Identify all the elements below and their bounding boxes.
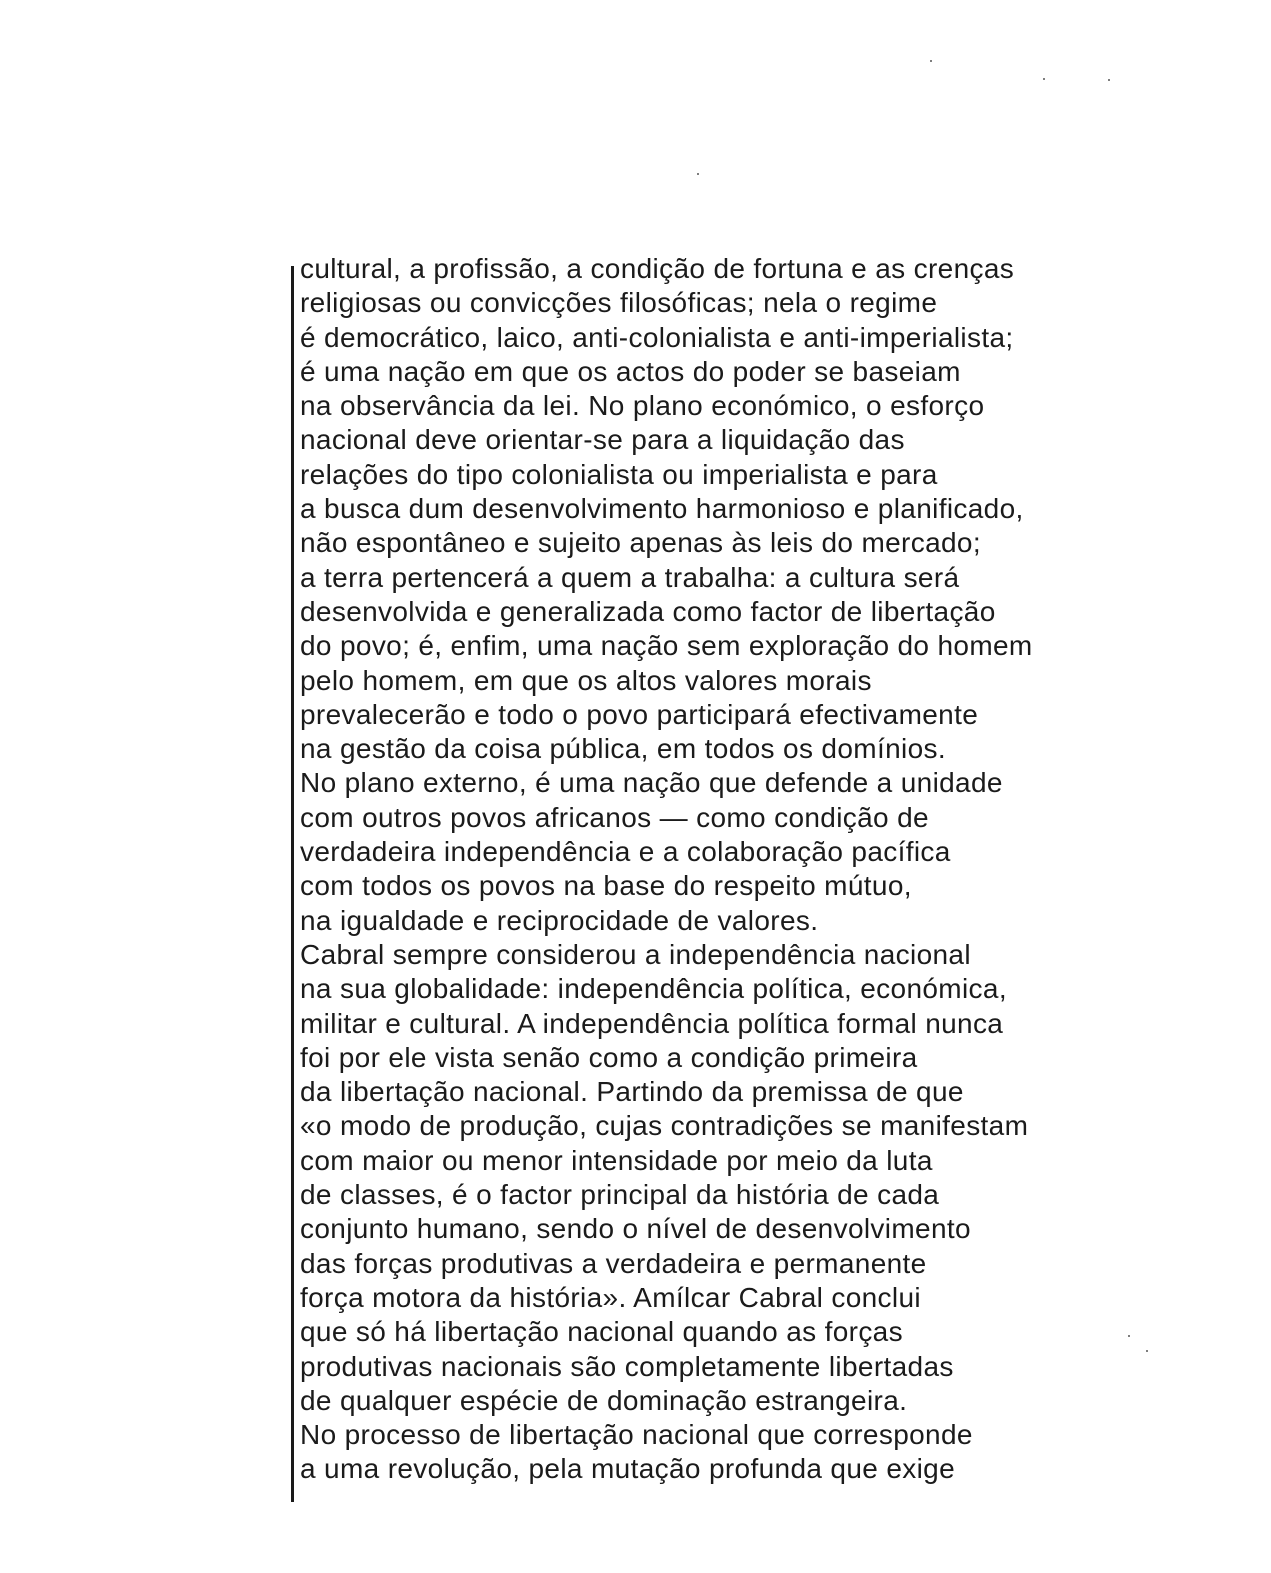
text-line: que só há libertação nacional quando as forças <box>300 1316 903 1348</box>
text-line: No processo de libertação nacional que corresponde <box>300 1419 973 1451</box>
scan-speck <box>1108 79 1110 81</box>
text-line: das forças produtivas a verdadeira e permanente <box>300 1247 927 1279</box>
text-line: a busca dum desenvolvimento harmonioso e planificado, <box>300 493 1024 525</box>
text-line: com maior ou menor intensidade por meio da luta <box>300 1144 933 1176</box>
body-text <box>300 252 1200 1487</box>
text-line: na observância da lei. No plano económico, o esforço <box>300 390 985 422</box>
text-line: de classes, é o factor principal da história de cada <box>300 1179 940 1211</box>
text-line: relações do tipo colonialista ou imperialista e para <box>300 458 938 490</box>
text-line: religiosas ou convicções filosóficas; nela o regime <box>300 287 938 319</box>
scan-speck <box>1043 78 1045 80</box>
text-line: com outros povos africanos — como condição de <box>300 801 929 833</box>
text-line: conjunto humano, sendo o nível de desenvolvimento <box>300 1213 971 1245</box>
text-line: é democrático, laico, anti-colonialista e anti-imperialista; <box>300 321 1014 353</box>
text-line: com todos os povos na base do respeito mútuo, <box>300 870 912 902</box>
text-line: na igualdade e reciprocidade de valores. <box>300 904 819 936</box>
text-line: a terra pertencerá a quem a trabalha: a cultura será <box>300 561 960 593</box>
text-line: na sua globalidade: independência política, económica, <box>300 973 1007 1005</box>
text-line: do povo; é, enfim, uma nação sem exploração do homem <box>300 630 1033 662</box>
text-line: é uma nação em que os actos do poder se baseiam <box>300 355 961 387</box>
text-line: «o modo de produção, cujas contradições se manifestam <box>300 1110 1029 1142</box>
text-line: de qualquer espécie de dominação estrangeira. <box>300 1384 908 1416</box>
text-line: desenvolvida e generalizada como factor de libertação <box>300 595 996 627</box>
text-line: nacional deve orientar-se para a liquidação das <box>300 424 905 456</box>
text-line: a uma revolução, pela mutação profunda que exige <box>300 1453 956 1485</box>
margin-rule <box>291 266 294 1502</box>
text-line: verdadeira independência e a colaboração pacífica <box>300 836 951 868</box>
text-line: prevalecerão e todo o povo participará efectivamente <box>300 698 979 730</box>
scan-speck <box>1128 1335 1130 1337</box>
text-line: Cabral sempre considerou a independência nacional <box>300 938 971 970</box>
scan-speck <box>1146 1350 1148 1352</box>
text-line: militar e cultural. A independência política formal nunca <box>300 1007 1004 1039</box>
text-line: cultural, a profissão, a condição de fortuna e as crenças <box>300 253 1015 284</box>
text-line: não espontâneo e sujeito apenas às leis do mercado; <box>300 527 981 559</box>
text-line: força motora da história». Amílcar Cabral conclui <box>300 1281 921 1313</box>
scan-speck <box>697 173 699 175</box>
scan-speck <box>930 60 932 62</box>
text-line: produtivas nacionais são completamente libertadas <box>300 1350 954 1382</box>
text-line: da libertação nacional. Partindo da premissa de que <box>300 1076 964 1108</box>
text-line: foi por ele vista senão como a condição primeira <box>300 1041 918 1073</box>
text-line: pelo homem, em que os altos valores morais <box>300 664 872 696</box>
text-line: na gestão da coisa pública, em todos os domínios. <box>300 733 946 765</box>
text-line: No plano externo, é uma nação que defende a unidade <box>300 767 1003 799</box>
